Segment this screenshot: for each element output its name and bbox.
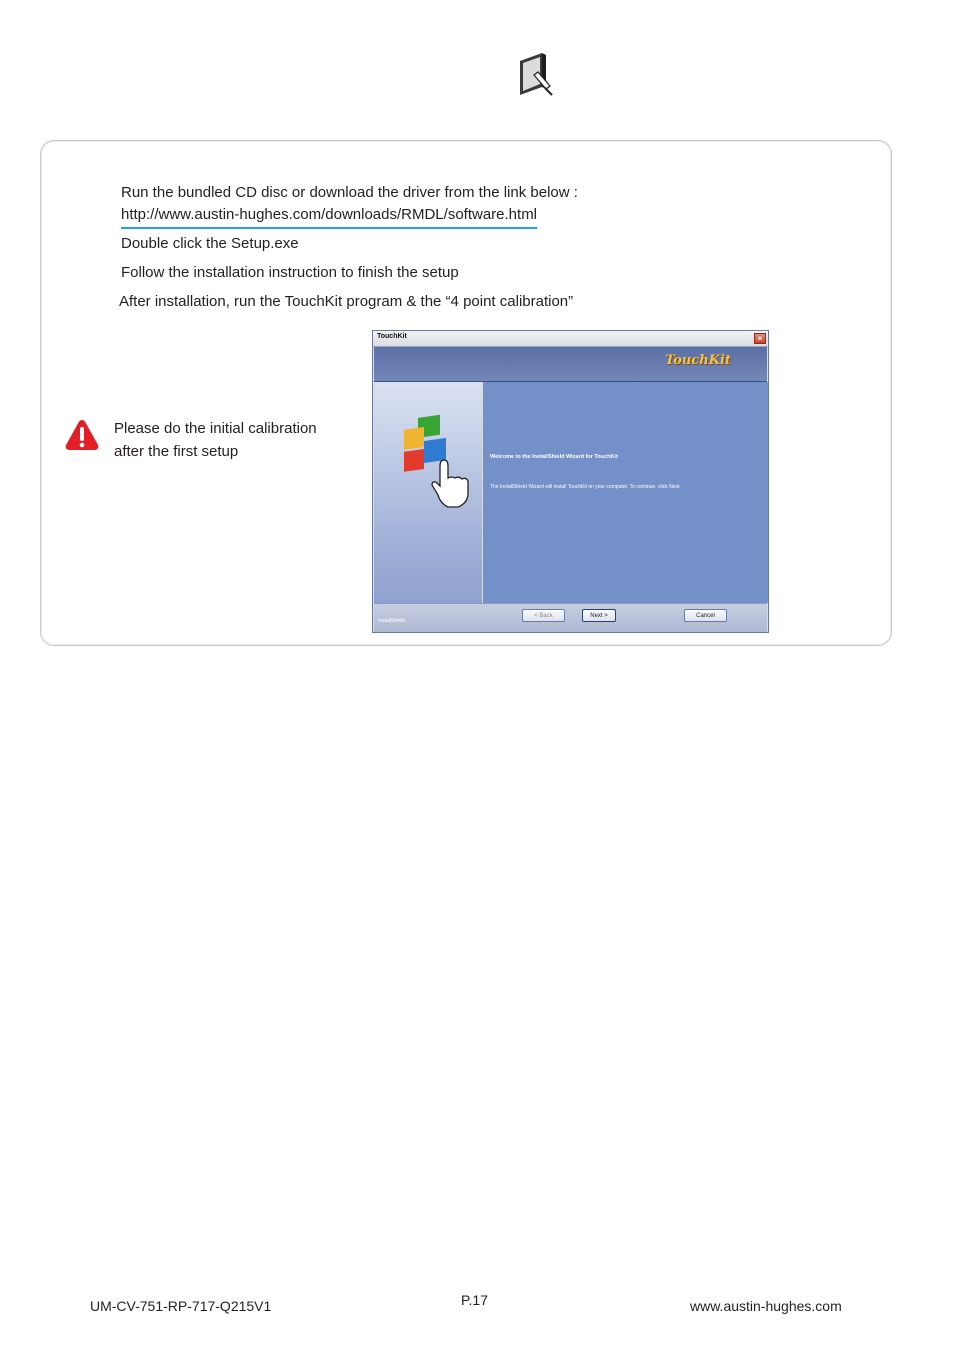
warning-icon xyxy=(64,418,100,452)
installer-title-bar xyxy=(373,331,768,347)
download-link[interactable]: http://www.austin-hughes.com/downloads/RMDL/software.html xyxy=(121,206,537,229)
touch-monitor-icon xyxy=(516,51,556,97)
step-3-text: Follow the installation instruction to finish the setup xyxy=(121,264,459,281)
close-icon[interactable]: × xyxy=(754,333,766,344)
step-2-text: Double click the Setup.exe xyxy=(121,235,299,252)
setup-windows-hand-icon xyxy=(374,382,482,603)
step-4-text: After installation, run the TouchKit program & the “4 point calibration” xyxy=(119,293,574,310)
warning-line-2: after the first setup xyxy=(114,443,239,460)
installer-window xyxy=(372,330,769,633)
installer-banner xyxy=(374,347,767,382)
cancel-button[interactable]: Cancel xyxy=(684,609,727,622)
warning-text xyxy=(114,417,317,463)
warning-line-1: Please do the initial calibration xyxy=(114,420,317,437)
installer-side-panel xyxy=(374,382,482,603)
step-1-text: Run the bundled CD disc or download the driver from the link below : xyxy=(121,184,578,201)
page-number: P.17 xyxy=(461,1292,488,1308)
installer-content xyxy=(483,382,768,603)
welcome-description: The InstallShield Wizard will install TouchKit on your computer. To continue, click Next. xyxy=(490,484,681,490)
next-button[interactable]: Next > xyxy=(582,609,616,622)
installer-footer xyxy=(374,603,767,633)
back-button[interactable]: < Back xyxy=(522,609,565,622)
installshield-label: InstallShield xyxy=(378,618,405,624)
touchkit-logo: TouchKit xyxy=(665,353,731,368)
document-code: UM-CV-751-RP-717-Q215V1 xyxy=(90,1298,272,1314)
welcome-heading: Welcome to the InstallShield Wizard for TouchKit xyxy=(490,454,618,460)
installer-title: TouchKit xyxy=(377,333,407,340)
website-link[interactable]: www.austin-hughes.com xyxy=(690,1298,842,1314)
